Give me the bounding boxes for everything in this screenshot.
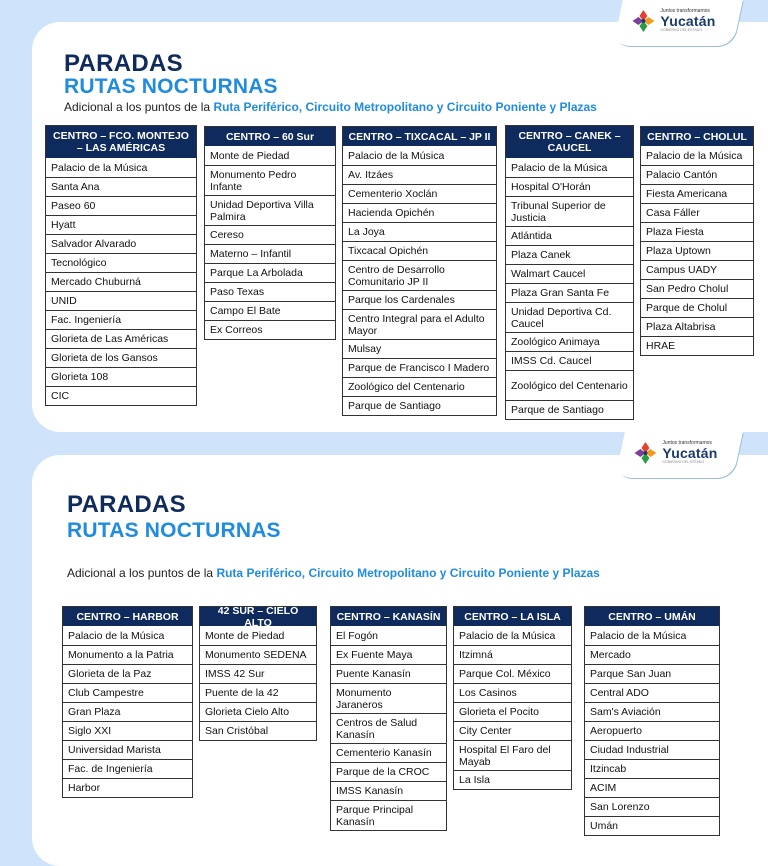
logo-tiny-text: GOBIERNO DEL ESTADO — [662, 460, 705, 465]
stop-item: Puente Kanasín — [331, 664, 446, 683]
stop-item: Harbor — [63, 778, 192, 797]
stop-item: Monumento SEDENA — [200, 645, 316, 664]
route-name: CENTRO – FCO. MONTEJO – LAS AMÉRICAS — [46, 126, 196, 158]
stop-item: Fiesta Americana — [641, 184, 753, 203]
stop-item: Plaza Uptown — [641, 241, 753, 260]
stop-item: San Lorenzo — [585, 797, 719, 816]
stop-item: Casa Fáller — [641, 203, 753, 222]
stop-item: Monte de Piedad — [210, 149, 290, 162]
route-table — [505, 125, 634, 420]
stop-item: Hospital El Faro del Mayab — [454, 740, 571, 770]
stop-item: Monumento a la Patria — [63, 645, 192, 664]
stop-list — [641, 146, 753, 355]
stop-item: San Cristóbal — [200, 721, 316, 740]
stop-item: ACIM — [585, 778, 719, 797]
stop-item: Glorieta 108 — [46, 367, 196, 386]
stop-item: Tixcacal Opichén — [343, 241, 496, 260]
stop-item: El Fogón — [336, 629, 379, 642]
stop-item: Parque Col. México — [454, 664, 571, 683]
stop-item: Hacienda Opichén — [343, 203, 496, 222]
stop-list — [63, 626, 192, 797]
route-table — [204, 126, 336, 340]
stop-item: Parque de Santiago — [506, 400, 633, 419]
page-title: PARADAS — [67, 491, 186, 518]
stop-list — [454, 626, 571, 789]
logo-text — [660, 9, 715, 33]
stop-item: Parque de la CROC — [331, 762, 446, 781]
stop-item: Ex Fuente Maya — [331, 645, 446, 664]
route-name: CENTRO – CANEK – CAUCEL — [506, 126, 633, 158]
route-table — [342, 126, 497, 416]
stop-list — [205, 146, 335, 339]
stop-item: Sam's Aviación — [585, 702, 719, 721]
stop-item: Unidad Deportiva Villa Palmira — [205, 195, 335, 225]
note-prefix: Adicional a los puntos de la — [67, 566, 217, 580]
stop-item: Umán — [585, 816, 719, 835]
logo-big-text: Yucatán — [662, 445, 718, 462]
stop-list — [46, 158, 196, 405]
stop-item: HRAE — [641, 336, 753, 355]
stop-item: Monumento Jaraneros — [331, 683, 446, 713]
stop-item: Parque Principal Kanasín — [331, 800, 446, 830]
stop-item: IMSS Cd. Caucel — [506, 351, 633, 370]
stop-item: Parque San Juan — [585, 664, 719, 683]
route-table — [640, 126, 754, 356]
stop-item: La Isla — [454, 770, 571, 789]
stop-item: Tecnológico — [46, 253, 196, 272]
stop-item: Centro Integral para el Adulto Mayor — [343, 309, 496, 339]
stop-item: Palacio de la Música — [51, 161, 148, 174]
stop-list — [506, 158, 633, 419]
stop-item: Siglo XXI — [63, 721, 192, 740]
stop-item: Itzimná — [454, 645, 571, 664]
stop-item: Universidad Marista — [63, 740, 192, 759]
stop-item: Cementerio Kanasín — [331, 743, 446, 762]
route-name: CENTRO – UMÁN — [585, 607, 719, 626]
logo-tab-1 — [613, 0, 743, 46]
stop-item: UNID — [46, 291, 196, 310]
stop-item: Puente de la 42 — [200, 683, 316, 702]
note-highlight: Ruta Periférico, Circuito Metropolitano y Circuito Poniente y Plazas — [216, 566, 600, 580]
stop-item: Zoológico del Centenario — [506, 370, 633, 400]
stop-item: Zoológico Animaya — [506, 332, 633, 351]
stop-item: Ex Correos — [205, 320, 335, 339]
stop-item: Paso Texas — [205, 282, 335, 301]
yucatan-mark-icon — [632, 440, 658, 466]
stop-item: Paseo 60 — [46, 196, 196, 215]
logo-small-text: Juntos transformamos — [660, 8, 710, 15]
stop-item: Glorieta de los Gansos — [46, 348, 196, 367]
route-name: CENTRO – KANASÍN — [331, 607, 446, 626]
stop-item: Zoológico del Centenario — [343, 377, 496, 396]
stop-item: Materno – Infantil — [205, 244, 335, 263]
page-title: PARADAS — [64, 50, 183, 77]
route-table — [584, 606, 720, 836]
stop-item: Palacio de la Música — [68, 629, 165, 642]
stop-item: Parque de Francisco I Madero — [343, 358, 496, 377]
stop-item: Plaza Canek — [506, 245, 633, 264]
stop-item: Ciudad Industrial — [585, 740, 719, 759]
stop-item: Plaza Altabrisa — [641, 317, 753, 336]
stop-item: Glorieta el Pocito — [454, 702, 571, 721]
note-prefix: Adicional a los puntos de la — [64, 100, 214, 114]
stop-item: Parque de Cholul — [641, 298, 753, 317]
yucatan-logo — [632, 440, 717, 466]
stop-list — [200, 626, 316, 740]
stop-item: Tribunal Superior de Justicia — [506, 196, 633, 226]
logo-big-text: Yucatán — [660, 13, 716, 30]
stop-item: Central ADO — [585, 683, 719, 702]
additional-note — [64, 100, 597, 114]
logo-tiny-text: GOBIERNO DEL ESTADO — [660, 28, 703, 33]
stop-list — [331, 626, 446, 830]
stop-item: Unidad Deportiva Cd. Caucel — [506, 302, 633, 332]
route-name: CENTRO – 60 Sur — [205, 127, 335, 146]
stop-item: Palacio Cantón — [641, 165, 753, 184]
stop-item: Centro de Desarrollo Comunitario JP II — [343, 260, 496, 290]
stop-item: Hospital O'Horán — [506, 177, 633, 196]
stop-item: Hyatt — [46, 215, 196, 234]
route-table — [330, 606, 447, 831]
stop-item: Mercado Chuburná — [46, 272, 196, 291]
stop-item: Cementerio Xoclán — [343, 184, 496, 203]
stop-item: Parque de Santiago — [343, 396, 496, 415]
stop-list — [343, 146, 496, 415]
stop-item: Campus UADY — [641, 260, 753, 279]
stop-item: IMSS 42 Sur — [200, 664, 316, 683]
stop-item: Palacio de la Música — [646, 149, 743, 162]
stop-item: Glorieta Cielo Alto — [200, 702, 316, 721]
stop-item: Salvador Alvarado — [46, 234, 196, 253]
stop-item: Mercado — [585, 645, 719, 664]
stop-item: Centros de Salud Kanasín — [331, 713, 446, 743]
stop-item: Glorieta de Las Américas — [46, 329, 196, 348]
page-subtitle: RUTAS NOCTURNAS — [67, 519, 281, 542]
stop-item: Palacio de la Música — [590, 629, 687, 642]
stop-item: Campo El Bate — [205, 301, 335, 320]
yucatan-mark-icon — [630, 8, 656, 34]
logo-tab-2 — [615, 432, 743, 478]
route-name: CENTRO – CHOLUL — [641, 127, 753, 146]
route-name: CENTRO – HARBOR — [63, 607, 192, 626]
stop-item: Palacio de la Música — [511, 161, 608, 174]
stop-item: Palacio de la Música — [348, 149, 445, 162]
stop-item: Parque La Arbolada — [205, 263, 335, 282]
stop-item: IMSS Kanasín — [331, 781, 446, 800]
stop-item: Av. Itzáes — [343, 165, 496, 184]
stop-item: Monumento Pedro Infante — [205, 165, 335, 195]
page-subtitle: RUTAS NOCTURNAS — [64, 75, 278, 98]
stop-item: La Joya — [343, 222, 496, 241]
stop-item: Walmart Caucel — [506, 264, 633, 283]
stop-item: CIC — [46, 386, 196, 405]
route-name: CENTRO – LA ISLA — [454, 607, 571, 626]
note-highlight: Ruta Periférico, Circuito Metropolitano y Circuito Poniente y Plazas — [213, 100, 597, 114]
stop-item: Santa Ana — [46, 177, 196, 196]
stop-item: Fac. de Ingeniería — [63, 759, 192, 778]
route-table — [62, 606, 193, 798]
logo-text — [662, 441, 717, 465]
stop-item: Aeropuerto — [585, 721, 719, 740]
yucatan-logo — [630, 8, 715, 34]
route-name: CENTRO – TIXCACAL – JP II — [343, 127, 496, 146]
stop-item: Palacio de la Música — [459, 629, 556, 642]
stop-list — [585, 626, 719, 835]
stop-item: City Center — [454, 721, 571, 740]
route-table — [45, 125, 197, 406]
stop-item: Cereso — [205, 225, 335, 244]
stop-item: Parque los Cardenales — [343, 290, 496, 309]
stop-item: Los Casinos — [454, 683, 571, 702]
stop-item: Mulsay — [343, 339, 496, 358]
stop-item: San Pedro Cholul — [641, 279, 753, 298]
stop-item: Club Campestre — [63, 683, 192, 702]
route-table — [199, 606, 317, 741]
stop-item: Monte de Piedad — [205, 629, 285, 642]
stop-item: Glorieta de la Paz — [63, 664, 192, 683]
stop-item: Itzincab — [585, 759, 719, 778]
additional-note — [67, 566, 600, 580]
route-table — [453, 606, 572, 790]
stop-item: Plaza Fiesta — [641, 222, 753, 241]
stop-item: Plaza Gran Santa Fe — [506, 283, 633, 302]
route-name: 42 SUR – CIELO ALTO — [200, 607, 316, 626]
stop-item: Atlántida — [506, 226, 633, 245]
stop-item: Gran Plaza — [63, 702, 192, 721]
logo-small-text: Juntos transformamos — [662, 440, 712, 447]
stop-item: Fac. Ingeniería — [46, 310, 196, 329]
